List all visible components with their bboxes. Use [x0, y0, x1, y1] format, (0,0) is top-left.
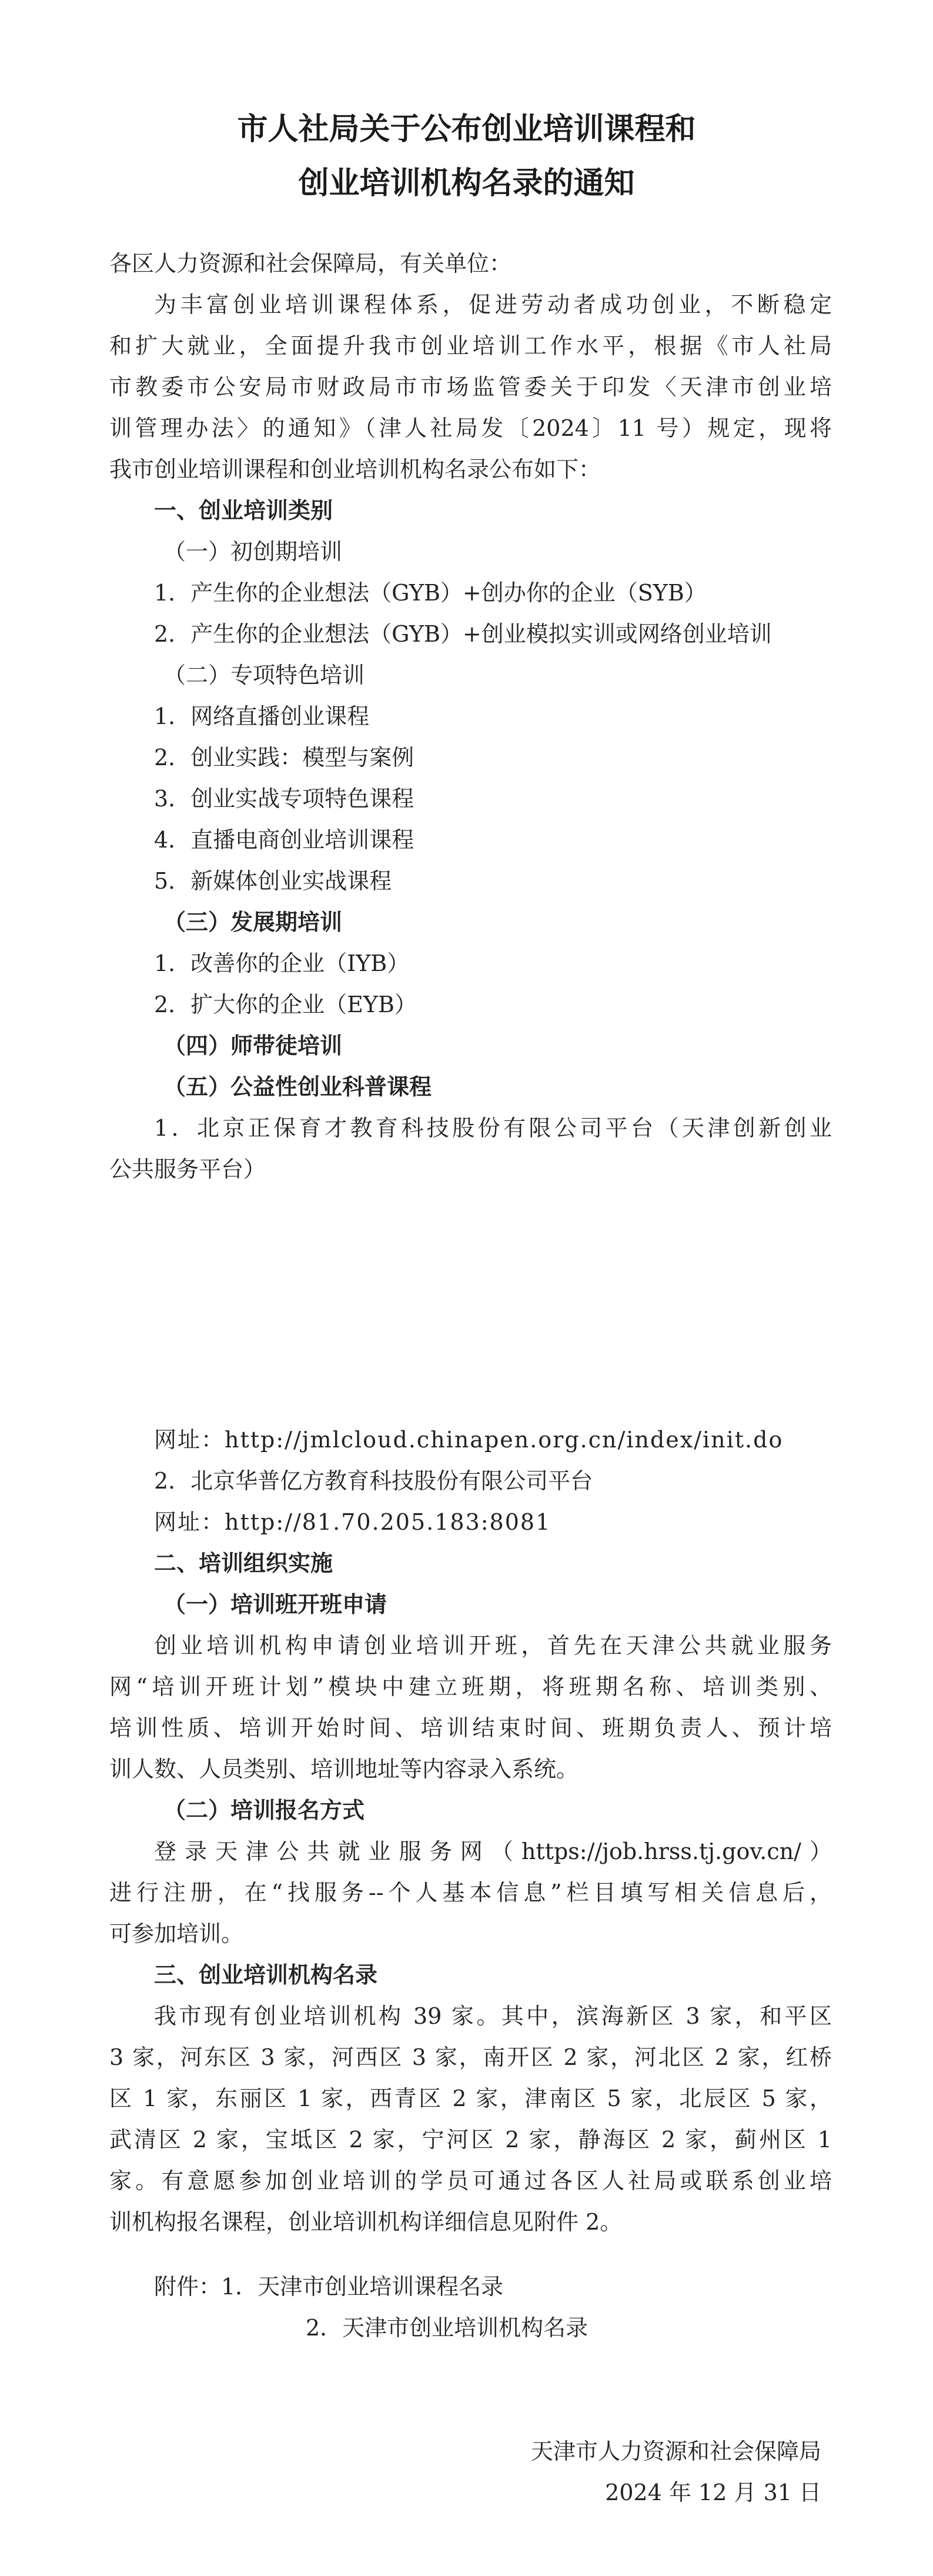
attachment-item-2: 2．天津市创业培训机构名录 [306, 2315, 588, 2341]
section2-heading: 二、培训组织实施 [154, 1550, 333, 1576]
body-line: 网“培训开班计划”模块中建立班期，将班期名称、培训类别、 [109, 1674, 832, 1700]
section1-sub2-heading: （二）专项特色培训 [163, 662, 365, 688]
body-line: 区 1 家，东丽区 1 家，西青区 2 家，津南区 5 家，北辰区 5 家， [109, 2086, 832, 2111]
section3-heading: 三、创业培训机构名录 [154, 1962, 378, 1988]
section1-sub1-heading: （一）初创期培训 [163, 539, 343, 565]
body-line: 训人数、人员类别、培训地址等内容录入系统。 [109, 1756, 579, 1782]
list-item: 5．新媒体创业实战课程 [154, 868, 392, 894]
list-item: 2．产生你的企业想法（GYB）+创业模拟实训或网络创业培训 [154, 621, 772, 647]
body-line: 3 家，河东区 3 家，河西区 3 家，南开区 2 家，河北区 2 家，红桥 [109, 2044, 832, 2070]
body-line: 创业培训机构申请创业培训开班，首先在天津公共就业服务 [154, 1633, 832, 1659]
intro-line: 市教委市公安局市财政局市市场监管委关于印发〈天津市创业培 [109, 374, 832, 400]
intro-line: 我市创业培训课程和创业培训机构名录公布如下： [109, 456, 601, 482]
platform-url: 网址：http://81.70.205.183:8081 [154, 1509, 551, 1535]
list-item: 2．北京华普亿方教育科技股份有限公司平台 [154, 1468, 593, 1494]
list-item: 1．产生你的企业想法（GYB）+创办你的企业（SYB） [154, 580, 707, 606]
body-line: 我市现有创业培训机构 39 家。其中，滨海新区 3 家，和平区 [154, 2003, 832, 2029]
list-item: 1．改善你的企业（IYB） [154, 950, 410, 976]
list-item: 1．网络直播创业课程 [154, 703, 370, 729]
list-item: 3．创业实战专项特色课程 [154, 786, 414, 812]
section1-sub5-heading: （五）公益性创业科普课程 [163, 1074, 432, 1100]
addressee: 各区人力资源和社会保障局，有关单位： [109, 251, 512, 276]
document-title-line-1: 市人社局关于公布创业培训课程和 [237, 112, 696, 147]
body-line: 培训性质、培训开始时间、培训结束时间、班期负责人、预计培 [109, 1715, 832, 1741]
list-item: 2．创业实践：模型与案例 [154, 745, 414, 770]
list-item: 1．北京正保育才教育科技股份有限公司平台（天津创新创业 [154, 1115, 832, 1141]
body-line: 训机构报名课程，创业培训机构详细信息见附件 2。 [109, 2209, 623, 2235]
body-line: 可参加培训。 [109, 1921, 244, 1947]
body-line: 登录天津公共就业服务网（https://job.hrss.tj.gov.cn/） [154, 1838, 832, 1864]
section1-sub4-heading: （四）师带徒培训 [163, 1033, 343, 1059]
document-title-line-2: 创业培训机构名录的通知 [298, 166, 635, 201]
intro-line: 为丰富创业培训课程体系，促进劳动者成功创业，不断稳定 [154, 292, 832, 318]
section1-sub3-heading: （三）发展期培训 [163, 909, 343, 935]
intro-line: 和扩大就业，全面提升我市创业培训工作水平，根据《市人社局 [109, 333, 832, 359]
body-line: 进行注册，在“找服务--个人基本信息”栏目填写相关信息后， [109, 1880, 832, 1906]
attachment-item-1: 附件：1．天津市创业培训课程名录 [154, 2274, 504, 2300]
issue-date: 2024 年 12 月 31 日 [605, 2480, 821, 2505]
body-line: 武清区 2 家，宝坻区 2 家，宁河区 2 家，静海区 2 家，蓟州区 1 [109, 2127, 832, 2153]
section2-sub1-heading: （一）培训班开班申请 [163, 1591, 387, 1617]
list-item: 公共服务平台） [109, 1156, 266, 1182]
intro-line: 训管理办法〉的通知》（津人社局发〔2024〕11 号）规定，现将 [109, 415, 832, 441]
body-line: 家。有意愿参加创业培训的学员可通过各区人社局或联系创业培 [109, 2168, 832, 2194]
issuing-organization: 天津市人力资源和社会保障局 [530, 2438, 821, 2464]
section2-sub2-heading: （二）培训报名方式 [163, 1797, 365, 1823]
list-item: 2．扩大你的企业（EYB） [154, 992, 417, 1017]
list-item: 4．直播电商创业培训课程 [154, 827, 414, 853]
platform-url: 网址：http://jmlcloud.chinapen.org.cn/index/init.do [154, 1427, 784, 1453]
section1-heading: 一、创业培训类别 [154, 498, 333, 523]
